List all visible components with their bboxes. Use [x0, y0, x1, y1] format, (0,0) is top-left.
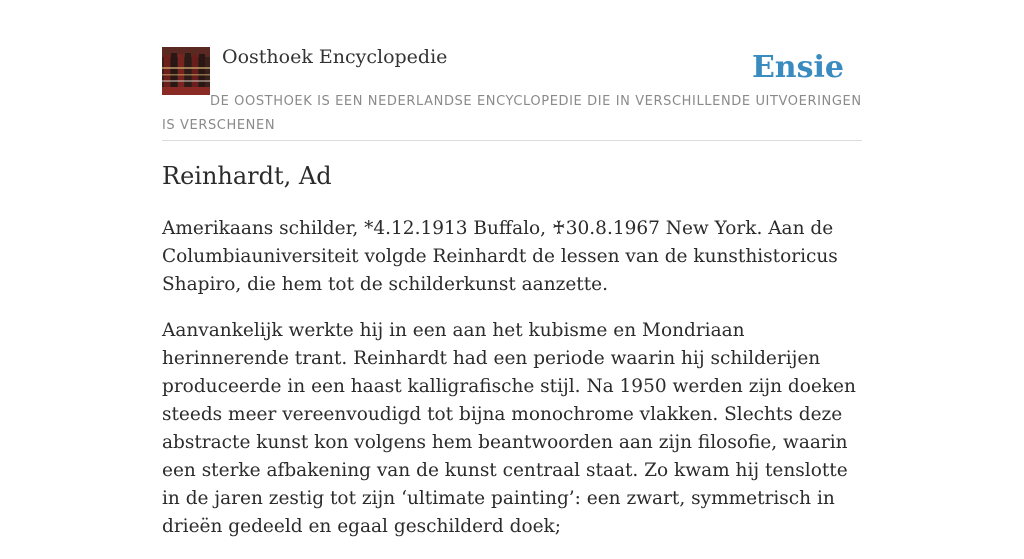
- article-paragraph: Aanvankelijk werkte hij in een aan het kubisme en Mondriaan herinnerende trant. Reinhardt had een periode waarin hij schilderijen produceerde in een haast kalligrafische stijl. Na 1950 werden zijn doeken steeds meer vereenvoudigd tot bijna monochrome vlakken. Slechts deze abstracte kunst kon volgens hem beantwoorden aan zijn filosofie, waarin een sterke afbakening van de kunst centraal staat. Zo kwam hij tenslotte in de jaren zestig tot zijn ‘ultimate painting’: een zwart, symmetrisch in drieën gedeeld en egaal geschilderd doek;: [162, 320, 856, 537]
- site-name[interactable]: Oosthoek Encyclopedie: [222, 46, 448, 68]
- article-body: [162, 215, 864, 559]
- site-header: [162, 0, 862, 141]
- site-tagline: DE OOSTHOEK IS EEN NEDERLANDSE ENCYCLOPEDIE DIE IN VERSCHILLENDE UITVOERINGEN IS VERSCHENEN: [162, 94, 862, 133]
- article-paragraph: Amerikaans schilder, *4.12.1913 Buffalo, ♰30.8.1967 New York. Aan de Columbiauniversiteit volgde Reinhardt de lessen van de kunsthistoricus Shapiro, die hem tot de schilderkunst aanzette.: [162, 218, 838, 295]
- books-icon: [162, 47, 210, 95]
- page: [162, 0, 862, 537]
- brand-logo[interactable]: Ensie: [751, 50, 844, 85]
- encyclopedia-avatar[interactable]: [162, 47, 210, 95]
- article-title: Reinhardt, Ad: [162, 162, 332, 190]
